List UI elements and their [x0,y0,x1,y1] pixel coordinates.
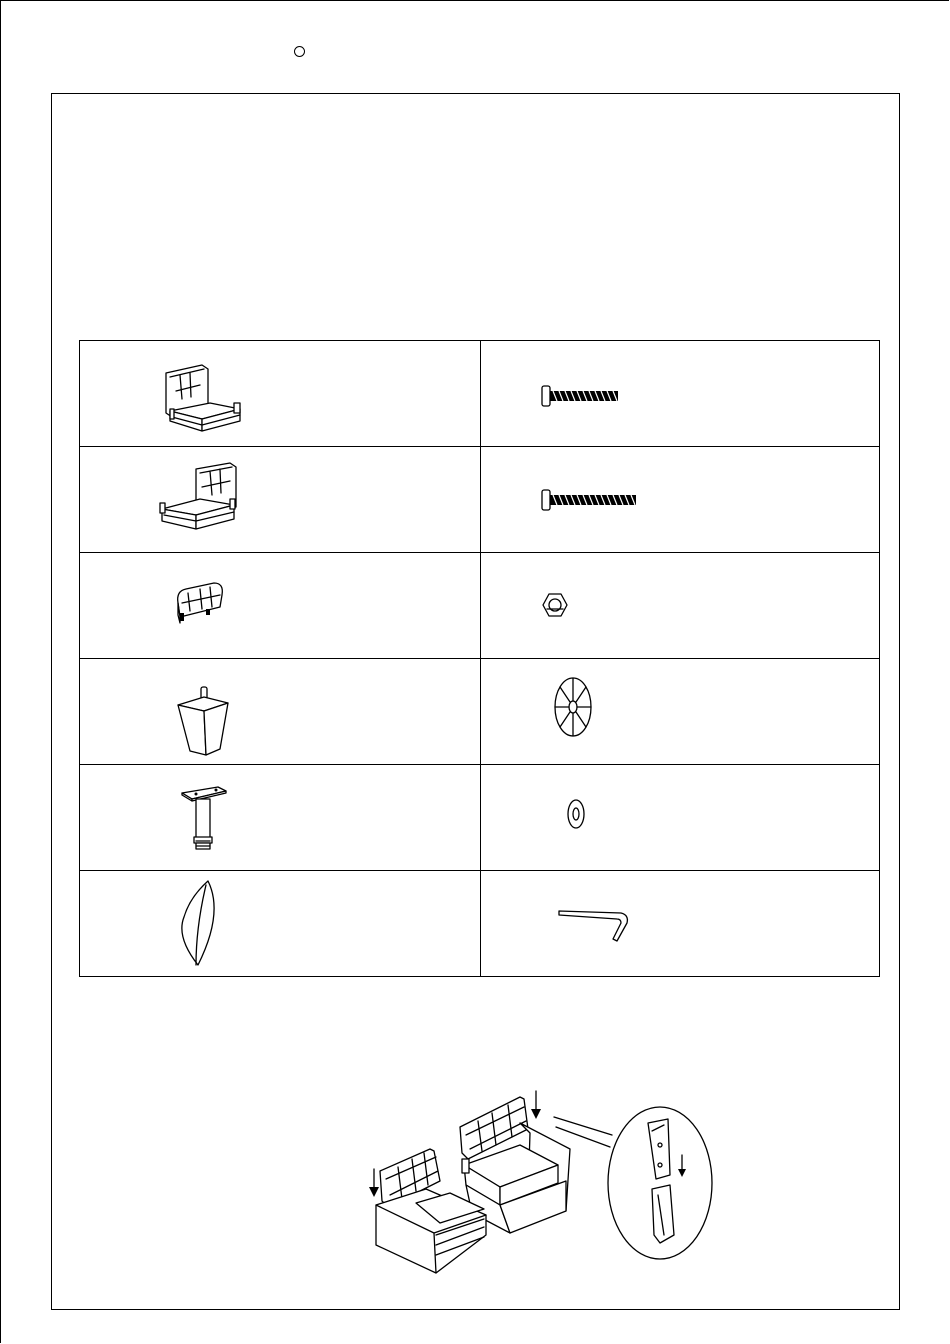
back-cushion-panel-icon [170,579,230,639]
part-cell [481,659,881,765]
left-armless-seat-section-icon [156,457,246,537]
part-cell [481,447,881,553]
down-arrow-icon [369,1169,379,1197]
part-cell [80,659,480,765]
part-cell [80,553,480,659]
part-cell [80,341,480,447]
washer-icon [565,797,589,833]
part-cell [80,447,480,553]
right-armless-seat-section-icon [160,359,250,439]
down-arrow-icon [531,1091,541,1119]
short-bolt-icon [539,383,629,413]
circle-bullet-icon [294,46,305,57]
long-bolt-icon [539,487,649,517]
hex-nut-icon [541,591,571,621]
part-cell [481,553,881,659]
part-cell [481,871,881,977]
throw-pillow-icon [170,877,230,977]
part-cell [481,341,881,447]
callout-line [554,1117,612,1147]
tapered-wooden-leg-icon [170,679,230,759]
part-cell [80,871,480,977]
part-cell [481,765,881,871]
felt-glide-disc-icon [551,675,601,745]
bracket-detail-callout [608,1107,712,1259]
allen-key-icon [555,905,635,945]
part-cell [80,765,480,871]
back-attachment-diagram [360,1085,720,1285]
parts-table [79,340,880,977]
metal-center-leg-icon [176,783,236,863]
